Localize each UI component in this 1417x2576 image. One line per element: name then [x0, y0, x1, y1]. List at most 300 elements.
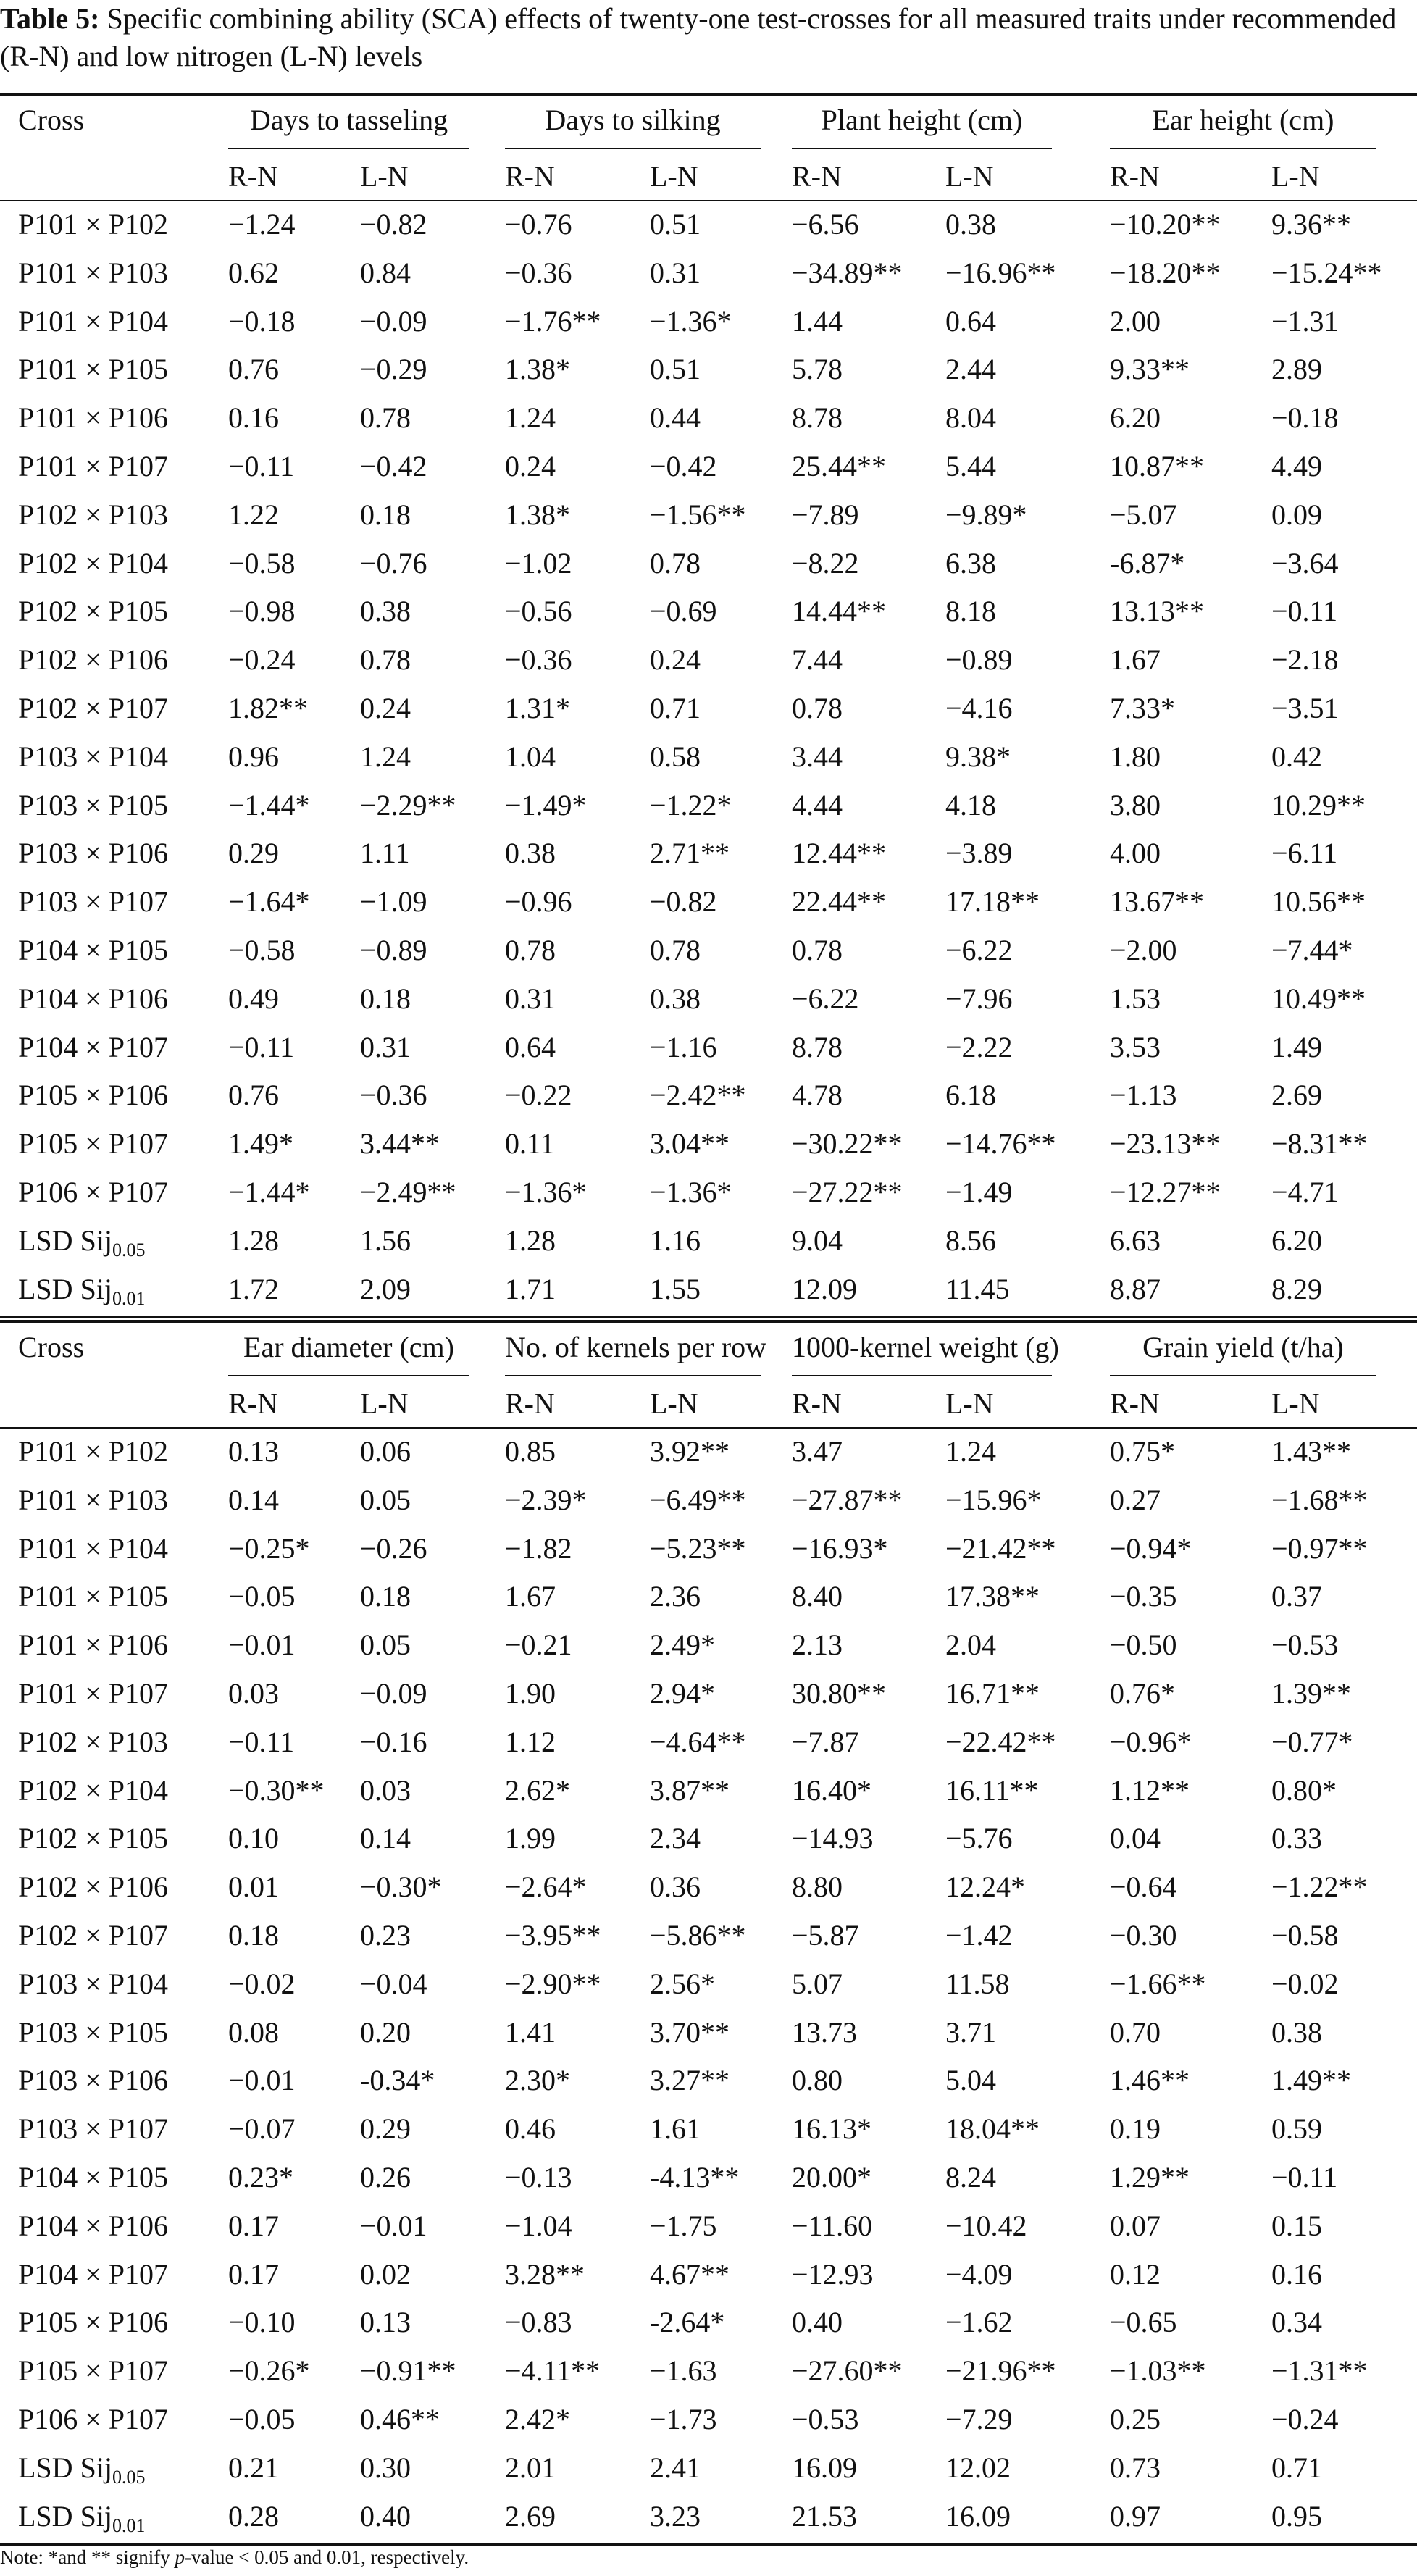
lsd-label [18, 1272, 146, 1307]
data-cell: -4.13** [650, 2161, 740, 2194]
lsd-value: 2.41 [650, 2451, 701, 2484]
data-cell: −27.87** [792, 1483, 903, 1516]
column-group-header: No. of kernels per row [505, 1331, 766, 1363]
data-cell: −0.76 [360, 546, 427, 580]
data-cell: −2.49** [360, 1176, 456, 1208]
data-cell: −0.05 [228, 2403, 296, 2435]
data-cell: −1.36* [650, 1176, 732, 1208]
data-cell: 0.51 [650, 353, 701, 386]
data-cell: 0.17 [228, 2209, 279, 2242]
data-cell: −0.89 [945, 643, 1013, 677]
data-cell: −7.89 [792, 498, 859, 531]
data-cell: 0.75* [1110, 1435, 1175, 1468]
data-cell: 0.64 [505, 1030, 556, 1063]
cross-cell: P105 × P106 [18, 1079, 169, 1112]
data-cell: 2.30* [505, 2064, 570, 2097]
data-cell: 0.40 [792, 2306, 843, 2339]
data-cell: −3.51 [1271, 692, 1339, 724]
data-cell: 3.27** [650, 2064, 730, 2097]
lsd-probability-level: 0.01 [112, 2514, 146, 2536]
data-cell: −1.04 [505, 2209, 572, 2242]
data-cell: 0.23 [360, 1919, 411, 1952]
data-cell: −0.89 [360, 934, 427, 966]
data-cell: 3.04** [650, 1127, 730, 1161]
data-cell: −0.30 [1110, 1919, 1177, 1952]
lsd-value: 2.09 [360, 1272, 411, 1305]
data-cell: −0.58 [228, 934, 296, 966]
data-cell: −2.18 [1271, 643, 1339, 677]
data-cell: 2.69 [1271, 1079, 1322, 1112]
data-cell: 0.13 [228, 1435, 279, 1468]
group-underline [1110, 1375, 1376, 1376]
data-cell: −1.31 [1271, 304, 1339, 338]
data-cell: 8.24 [945, 2161, 996, 2194]
data-cell: 17.18** [945, 885, 1040, 919]
data-cell: −27.60** [792, 2354, 903, 2388]
data-cell: −0.69 [650, 595, 717, 628]
data-cell: 0.24 [360, 692, 411, 724]
data-cell: 0.78 [650, 546, 701, 580]
data-cell: −0.21 [505, 1628, 572, 1662]
lsd-label [18, 1224, 146, 1258]
column-group-header: Days to silking [545, 104, 721, 136]
data-cell: −8.31** [1271, 1127, 1368, 1161]
data-cell: 2.44 [945, 353, 996, 386]
data-cell: 13.13** [1110, 595, 1204, 628]
lsd-probability-level: 0.01 [112, 1287, 146, 1309]
header-rule [0, 1427, 1417, 1429]
cross-cell: P103 × P107 [18, 2112, 169, 2146]
data-cell: 1.49** [1271, 2064, 1351, 2097]
data-cell: −7.87 [792, 1725, 859, 1758]
data-cell: 25.44** [792, 450, 886, 482]
data-cell: 0.78 [360, 401, 411, 435]
data-cell: −5.23** [650, 1531, 746, 1565]
lsd-value: 1.16 [650, 1224, 701, 1257]
data-cell: −0.53 [1271, 1628, 1339, 1662]
lsd-probability-level: 0.05 [112, 2466, 146, 2488]
data-cell: 10.87** [1110, 450, 1204, 482]
data-cell: 6.38 [945, 546, 996, 580]
data-cell: −2.22 [945, 1030, 1013, 1063]
data-cell: 1.99 [505, 1822, 556, 1855]
data-cell: −0.26* [228, 2354, 310, 2388]
data-cell: 0.38 [945, 208, 996, 241]
lsd-value: 0.97 [1110, 2499, 1161, 2533]
data-cell: −1.24 [228, 208, 296, 241]
cross-cell: P106 × P107 [18, 2403, 169, 2435]
data-cell: −0.76 [505, 208, 572, 241]
data-cell: 6.20 [1110, 401, 1161, 435]
group-underline [505, 1375, 761, 1376]
data-cell: −2.39* [505, 1483, 587, 1516]
data-cell: −16.96** [945, 256, 1056, 289]
column-group-header: Plant height (cm) [821, 104, 1023, 136]
data-cell: 2.36 [650, 1580, 701, 1613]
cross-cell: P103 × P106 [18, 837, 169, 870]
data-cell: −15.96* [945, 1483, 1042, 1516]
cross-cell: P101 × P105 [18, 1580, 169, 1613]
data-cell: 2.34 [650, 1822, 701, 1855]
data-cell: 1.24 [505, 401, 556, 435]
data-cell: 0.14 [360, 1822, 411, 1855]
data-cell: 0.78 [505, 934, 556, 966]
cross-cell: P102 × P106 [18, 1870, 169, 1904]
data-cell: 3.71 [945, 2015, 996, 2049]
data-cell: −30.22** [792, 1127, 903, 1161]
data-cell: 17.38** [945, 1580, 1040, 1613]
data-cell: 0.05 [360, 1628, 411, 1662]
data-cell: 3.92** [650, 1435, 730, 1468]
data-cell: 1.38* [505, 498, 570, 531]
data-cell: −1.03** [1110, 2354, 1206, 2388]
data-cell: 1.90 [505, 1677, 556, 1710]
data-cell: 1.53 [1110, 982, 1161, 1015]
data-cell: 0.14 [228, 1483, 279, 1516]
data-cell: −1.49* [505, 788, 587, 821]
data-cell: −22.42** [945, 1725, 1056, 1758]
lsd-value: 16.09 [792, 2451, 857, 2484]
lsd-value: 0.21 [228, 2451, 279, 2484]
data-cell: 0.04 [1110, 1822, 1161, 1855]
cross-cell: P101 × P104 [18, 304, 169, 338]
lsd-value: 3.23 [650, 2499, 701, 2533]
data-cell: 0.09 [1271, 498, 1322, 531]
data-cell: −1.62 [945, 2306, 1013, 2339]
data-cell: −21.42** [945, 1531, 1056, 1565]
data-cell: 0.18 [360, 982, 411, 1015]
data-cell: 1.24 [360, 740, 411, 773]
data-cell: 0.13 [360, 2306, 411, 2339]
data-cell: 2.49* [650, 1628, 715, 1662]
data-cell: 0.27 [1110, 1483, 1161, 1516]
data-cell: −1.36* [505, 1176, 587, 1208]
data-cell: −4.11** [505, 2354, 601, 2388]
data-cell: 0.46** [360, 2403, 440, 2435]
data-cell: 5.78 [792, 353, 843, 386]
lsd-value: 9.04 [792, 1224, 843, 1257]
lsd-value: 8.56 [945, 1224, 996, 1257]
data-cell: −0.97** [1271, 1531, 1368, 1565]
data-cell: −7.96 [945, 982, 1013, 1015]
lsd-label-text: LSD Sij [18, 2451, 113, 2484]
column-subheader: R-N [228, 1387, 278, 1420]
data-cell: 16.40* [792, 1773, 871, 1807]
data-cell: 8.04 [945, 401, 996, 435]
data-cell: 2.94* [650, 1677, 715, 1710]
cross-cell: P102 × P106 [18, 643, 169, 677]
lsd-label-text: LSD Sij [18, 2499, 113, 2533]
column-subheader: R-N [1110, 160, 1160, 193]
column-group-header: Ear height (cm) [1152, 104, 1334, 136]
data-cell: 5.04 [945, 2064, 996, 2097]
data-cell: 3.87** [650, 1773, 730, 1807]
data-cell: 0.33 [1271, 1822, 1322, 1855]
cross-cell: P101 × P103 [18, 1483, 169, 1516]
data-cell: 0.80* [1271, 1773, 1337, 1807]
data-cell: −6.22 [945, 934, 1013, 966]
data-cell: 0.49 [228, 982, 279, 1015]
cross-cell: P101 × P105 [18, 353, 169, 386]
lsd-value: 21.53 [792, 2499, 857, 2533]
cross-header: Cross [18, 1331, 85, 1363]
lsd-value: 0.40 [360, 2499, 411, 2533]
data-cell: −0.18 [228, 304, 296, 338]
data-cell: 12.24* [945, 1870, 1025, 1904]
lsd-probability-level: 0.05 [112, 1239, 146, 1260]
data-cell: 0.46 [505, 2112, 556, 2146]
column-subheader: L-N [650, 160, 698, 193]
data-cell: −0.02 [1271, 1967, 1339, 2000]
data-cell: −1.56** [650, 498, 746, 531]
table-bottom-rule [0, 1316, 1417, 1318]
data-cell: 4.00 [1110, 837, 1161, 870]
data-cell: 0.18 [360, 1580, 411, 1613]
data-cell: −0.09 [360, 1677, 427, 1710]
data-cell: 0.31 [360, 1030, 411, 1063]
data-cell: 0.07 [1110, 2209, 1161, 2242]
data-cell: 0.18 [228, 1919, 279, 1952]
data-cell: 1.67 [505, 1580, 556, 1613]
data-cell: −0.50 [1110, 1628, 1177, 1662]
data-cell: −4.09 [945, 2257, 1013, 2291]
data-cell: 4.49 [1271, 450, 1322, 482]
data-cell: −1.76** [505, 304, 601, 338]
data-cell: −1.42 [945, 1919, 1013, 1952]
lsd-value: 1.28 [505, 1224, 556, 1257]
cross-cell: P106 × P107 [18, 1176, 169, 1208]
data-cell: −16.93* [792, 1531, 888, 1565]
note-prefix: Note: *and ** signify [0, 2546, 175, 2568]
data-cell: −0.94* [1110, 1531, 1192, 1565]
data-cell: −0.09 [360, 304, 427, 338]
data-cell: −5.07 [1110, 498, 1177, 531]
data-cell: 9.33** [1110, 353, 1190, 386]
data-cell: −0.11 [228, 450, 295, 482]
data-cell: −7.29 [945, 2403, 1013, 2435]
data-cell: −9.89* [945, 498, 1027, 531]
data-cell: −1.13 [1110, 1079, 1177, 1112]
lsd-value: 1.72 [228, 1272, 279, 1305]
cross-cell: P104 × P105 [18, 934, 169, 966]
table-note [0, 2544, 469, 2570]
data-cell: 1.29** [1110, 2161, 1190, 2194]
cross-cell: P102 × P103 [18, 1725, 169, 1758]
data-cell: 3.53 [1110, 1030, 1161, 1063]
data-cell: −1.68** [1271, 1483, 1368, 1516]
data-cell: 0.03 [360, 1773, 411, 1807]
data-cell: -0.34* [360, 2064, 435, 2097]
data-cell: 5.07 [792, 1967, 843, 2000]
column-subheader: L-N [945, 1387, 994, 1420]
data-cell: 0.44 [650, 401, 701, 435]
data-cell: −0.07 [228, 2112, 296, 2146]
data-cell: −1.73 [650, 2403, 717, 2435]
cross-cell: P103 × P105 [18, 2015, 169, 2049]
lsd-value: 6.63 [1110, 1224, 1161, 1257]
data-cell: −0.02 [228, 1967, 296, 2000]
data-cell: −0.82 [650, 885, 717, 919]
column-subheader: R-N [505, 160, 555, 193]
lsd-value: 0.30 [360, 2451, 411, 2484]
data-cell: −0.91** [360, 2354, 456, 2388]
data-cell: 0.24 [650, 643, 701, 677]
cross-header: Cross [18, 104, 85, 136]
data-cell: −0.83 [505, 2306, 572, 2339]
data-cell: -6.87* [1110, 546, 1185, 580]
data-cell: −0.53 [792, 2403, 859, 2435]
data-cell: 0.03 [228, 1677, 279, 1710]
data-cell: 1.67 [1110, 643, 1161, 677]
data-cell: 0.38 [650, 982, 701, 1015]
data-cell: 0.76* [1110, 1677, 1175, 1710]
column-subheader: L-N [360, 1387, 409, 1420]
data-cell: 4.78 [792, 1079, 843, 1112]
data-cell: −1.44* [228, 1176, 310, 1208]
data-cell: 1.12 [505, 1725, 556, 1758]
cross-cell: P101 × P107 [18, 450, 169, 482]
data-cell: 0.78 [792, 692, 843, 724]
cross-cell: P101 × P106 [18, 1628, 169, 1662]
lsd-label [18, 2499, 146, 2534]
cross-cell: P103 × P104 [18, 1967, 169, 2000]
data-cell: −11.60 [792, 2209, 873, 2242]
cross-cell: P102 × P105 [18, 595, 169, 628]
data-cell: 4.18 [945, 788, 996, 821]
column-subheader: L-N [1271, 160, 1320, 193]
data-cell: 1.82** [228, 692, 308, 724]
data-cell: −0.26 [360, 1531, 427, 1565]
cross-cell: P101 × P104 [18, 1531, 169, 1565]
data-cell: 1.12** [1110, 1773, 1190, 1807]
data-cell: −12.27** [1110, 1176, 1221, 1208]
column-group-header: Days to tasseling [249, 104, 448, 136]
cross-cell: P103 × P106 [18, 2064, 169, 2097]
data-cell: −0.30* [360, 1870, 442, 1904]
data-cell: −18.20** [1110, 256, 1221, 289]
data-cell: 0.29 [228, 837, 279, 870]
cross-cell: P101 × P102 [18, 1435, 169, 1468]
data-cell: 0.37 [1271, 1580, 1322, 1613]
data-cell: 30.80** [792, 1677, 886, 1710]
data-cell: 0.78 [360, 643, 411, 677]
data-cell: −7.44* [1271, 934, 1353, 966]
data-cell: −23.13** [1110, 1127, 1221, 1161]
data-cell: 0.96 [228, 740, 279, 773]
data-cell: 1.38* [505, 353, 570, 386]
data-cell: 8.78 [792, 401, 843, 435]
data-cell: −21.96** [945, 2354, 1056, 2388]
data-cell: 0.19 [1110, 2112, 1161, 2146]
table-bottom-rule [0, 2543, 1417, 2546]
data-cell: 2.56* [650, 1967, 715, 2000]
column-subheader: L-N [945, 160, 994, 193]
column-subheader: L-N [650, 1387, 698, 1420]
data-cell: −14.76** [945, 1127, 1056, 1161]
data-cell: 0.78 [650, 934, 701, 966]
data-cell: 13.67** [1110, 885, 1204, 919]
data-cell: −6.22 [792, 982, 859, 1015]
data-cell: −0.96 [505, 885, 572, 919]
data-cell: −0.01 [228, 2064, 296, 2097]
data-cell: 16.13* [792, 2112, 871, 2146]
data-cell: −1.49 [945, 1176, 1013, 1208]
data-cell: 0.71 [650, 692, 701, 724]
data-cell: 1.44 [792, 304, 843, 338]
lsd-value: 12.09 [792, 1272, 857, 1305]
data-cell: −5.76 [945, 1822, 1013, 1855]
data-cell: 1.80 [1110, 740, 1161, 773]
data-cell: 0.76 [228, 353, 279, 386]
data-cell: −1.63 [650, 2354, 717, 2388]
cross-cell: P102 × P104 [18, 1773, 169, 1807]
data-cell: 10.49** [1271, 982, 1366, 1015]
lsd-label-text: LSD Sij [18, 1224, 113, 1257]
data-cell: −0.56 [505, 595, 572, 628]
table-top-rule [0, 93, 1417, 96]
data-cell: 1.49* [228, 1127, 293, 1161]
data-cell: 1.39** [1271, 1677, 1351, 1710]
data-cell: 0.24 [505, 450, 556, 482]
cross-cell: P101 × P103 [18, 256, 169, 289]
data-cell: −10.42 [945, 2209, 1027, 2242]
data-cell: 1.24 [945, 1435, 996, 1468]
data-cell: −8.22 [792, 546, 859, 580]
lsd-value: 16.09 [945, 2499, 1011, 2533]
data-cell: −1.09 [360, 885, 427, 919]
group-underline [228, 1375, 469, 1376]
data-cell: 0.05 [360, 1483, 411, 1516]
data-cell: 16.71** [945, 1677, 1040, 1710]
caption-label: Table 5: [0, 2, 100, 35]
data-cell: 7.44 [792, 643, 843, 677]
header-rule [0, 200, 1417, 201]
data-cell: 7.33* [1110, 692, 1175, 724]
data-cell: −0.04 [360, 1967, 427, 2000]
data-cell: −0.42 [650, 450, 717, 482]
data-cell: −0.01 [228, 1628, 296, 1662]
lsd-value: 11.45 [945, 1272, 1010, 1305]
lsd-value: 0.95 [1271, 2499, 1322, 2533]
cross-cell: P104 × P106 [18, 2209, 169, 2242]
data-cell: −3.64 [1271, 546, 1339, 580]
data-cell: −0.36 [505, 643, 572, 677]
data-cell: −0.29 [360, 353, 427, 386]
data-cell: 2.00 [1110, 304, 1161, 338]
data-cell: −0.11 [1271, 595, 1338, 628]
data-cell: 0.12 [1110, 2257, 1161, 2291]
data-cell: 16.11** [945, 1773, 1039, 1807]
lsd-value: 2.69 [505, 2499, 556, 2533]
data-cell: −34.89** [792, 256, 903, 289]
data-cell: −1.22* [650, 788, 732, 821]
data-cell: −0.24 [1271, 2403, 1339, 2435]
group-underline [792, 148, 1052, 149]
data-cell: 0.38 [360, 595, 411, 628]
lsd-value: 1.55 [650, 1272, 701, 1305]
data-cell: −5.86** [650, 1919, 746, 1952]
data-cell: 0.16 [228, 401, 279, 435]
data-cell: 0.78 [792, 934, 843, 966]
column-subheader: R-N [505, 1387, 555, 1420]
note-suffix: -value < 0.05 and 0.01, respectively. [184, 2546, 469, 2568]
data-cell: −1.64* [228, 885, 310, 919]
data-cell: −0.77* [1271, 1725, 1353, 1758]
data-cell: 0.58 [650, 740, 701, 773]
cross-cell: P102 × P107 [18, 1919, 169, 1952]
data-cell: 12.44** [792, 837, 886, 870]
data-cell: 0.85 [505, 1435, 556, 1468]
